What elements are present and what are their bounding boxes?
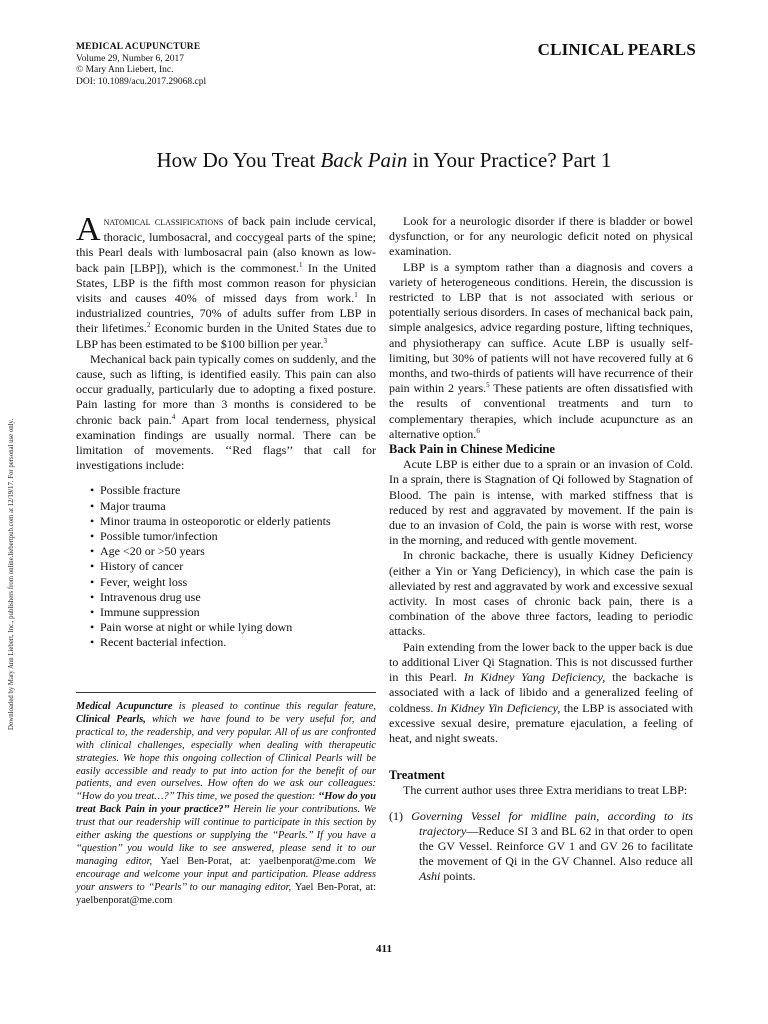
- paragraph: Acute LBP is either due to a sprain or an invasion of Cold. In a sprain, there is Stagnation of Qi followed by Stagnation of Blood. The pain is intense, with marked stiffness that is reduced by rest and aggravated by movement. If the pain is due to an invasion of Cold, the pain is worse with rest, worse in the morning, and reduced with gentle movement.: [389, 457, 693, 548]
- list-item: • History of cancer: [90, 559, 184, 574]
- list-item: • Minor trauma in osteoporotic or elderly patients: [90, 513, 331, 528]
- list-item: • Age <20 or >50 years: [90, 544, 205, 559]
- section-heading: Treatment: [389, 768, 445, 783]
- paragraph: Pain extending from the lower back to the upper back is due to additional Liver Qi Stagnation. This is not discussed further in this Pearl. In Kidney Yang Deficiency, the backache is associated with a lack of libido and a generalized feeling of coldness. In Kidney Yin Deficiency, the LBP is associated with excessive sexual desire, premature ejaculation, a feeling of heat, and night sweats.: [389, 639, 694, 745]
- list-item: • Fever, weight loss: [90, 574, 188, 589]
- bullet-icon: •: [90, 529, 95, 544]
- paragraph: The current author uses three Extra meridians to treat LBP:: [403, 783, 688, 798]
- paragraph: In chronic backache, there is usually Kidney Deficiency (either a Yin or Yang Deficiency), in which case the pain is alleviated by rest and aggravated by work and excessive sexual activity. In most cases of chronic back pain, there is a combination of the above three factors, leading to periodic attacks.: [389, 548, 693, 639]
- bullet-icon: •: [90, 620, 95, 635]
- bullet-icon: •: [90, 483, 95, 498]
- list-item: • Recent bacterial infection.: [90, 635, 227, 650]
- bullet-icon: •: [90, 544, 95, 559]
- editorial-box: Medical Acupuncture is pleased to continue this regular feature, Clinical Pearls, which we have found to be very useful for, and practical to, the readership, and very popular. All of us are confronted with clinical challenges, especially when dealing with therapeutic strategies. We hope this ongoing collection of Clinical Pearls will be easily accessible and ready to put into action for the benefit of our patients, and even ourselves. How often do we ask our colleagues: ‘‘How do you treat…?’’ This time, we posed the question: ‘‘How do you treat Back Pain in your practice?’’ Herein lie your contributions. We trust that our readership will continue to participate in this section by either asking the questions or supplying the ‘‘Pearls.’’ If you have a ‘‘question’’ you would like to see answered, please send it to our managing editor, Yael Ben-Porat, at: yaelbenporat@me.com We encourage and welcome your input and participation. Please address your answers to ‘‘Pearls’’ to our managing editor, Yael Ben-Porat, at: yaelbenporat@me.com: [76, 692, 376, 908]
- title-italic: Back Pain: [320, 148, 408, 172]
- list-item: • Possible fracture: [90, 483, 181, 498]
- doi-line: DOI: 10.1089/acu.2017.29068.cpl: [76, 76, 207, 87]
- copyright-line: © Mary Ann Liebert, Inc.: [76, 65, 174, 76]
- right-column: [389, 214, 693, 885]
- list-item: • Intravenous drug use: [90, 589, 201, 604]
- list-item: • Major trauma: [90, 498, 166, 513]
- journal-name: MEDICAL ACUPUNCTURE: [76, 42, 201, 52]
- ref-marker: 1: [299, 260, 303, 269]
- ref-marker: 2: [146, 321, 151, 330]
- bullet-icon: •: [90, 574, 95, 589]
- list-item: • Pain worse at night or while lying down: [90, 620, 293, 635]
- red-flags-list: [76, 483, 376, 650]
- bullet-icon: •: [90, 605, 95, 620]
- ref-marker: 1: [354, 291, 358, 300]
- drop-cap: A: [76, 211, 101, 248]
- enumerated-item: (1) Governing Vessel for midline pain, according to its trajectory—Reduce SI 3 and BL 62 in that order to open the GV Vessel. Reinforce GV 1 and GV 26 to facilitate the movement of Qi in the GV Channel. Also reduce all Ashi points.: [389, 808, 693, 884]
- list-item: • Immune suppression: [90, 605, 200, 620]
- journal-header: [76, 42, 206, 88]
- bullet-icon: •: [90, 589, 95, 604]
- ref-marker: 5: [486, 381, 490, 390]
- article-title: How Do You Treat Back Pain in Your Practice? Part 1: [156, 148, 612, 172]
- volume-info: Volume 29, Number 6, 2017: [76, 53, 185, 64]
- ref-marker: 4: [171, 412, 176, 421]
- paragraph: Look for a neurologic disorder if there is bladder or bowel dysfunction, or for any neurologic deficit noted on physical examination.: [389, 214, 693, 259]
- ref-marker: 6: [476, 426, 480, 435]
- mechanical-paragraph: Mechanical back pain typically comes on suddenly, and the cause, such as lifting, is identified easily. This pain can also occur gradually, particularly due to adopting a fixed posture. Pain lasting for more than 3 months is considered to be chronic back pain.$^4$ Apart from local tenderness, physical examination findings are usually normal. There can be limitation of movements. ‘‘Red flags’’ that call for investigations include:: [76, 351, 376, 473]
- left-column: [76, 211, 377, 651]
- section-heading: Back Pain in Chinese Medicine: [389, 442, 555, 457]
- bullet-icon: •: [90, 559, 95, 574]
- section-title: CLINICAL PEARLS: [537, 40, 696, 59]
- ref-marker: 3: [323, 336, 327, 345]
- intro-paragraph: Anatomical classifications of back pain include cervical, thoracic, lumbosacral, and coccygeal parts of the spine; this Pearl deals with lumbosacral pain (also known as low-back pain [LBP]), which is the commonest.$^1$ In the United States, LBP is the fifth most common reason for physician visits and causes 40% of missed days from work.$^1$ In industrialized countries, 70% of adults suffer from LBP in their lifetimes.$^2$ Economic burden in the United States due to LBP has been estimated to be $100 billion per year.$^3$: [76, 211, 377, 351]
- download-notice: Downloaded by Mary Ann Liebert, Inc., publishers from online.liebertpub.com at 12/19/17. For personal use only.: [8, 418, 15, 730]
- paragraph: LBP is a symptom rather than a diagnosis and covers a variety of heterogeneous conditions. Herein, the discussion is restricted to LBP that is not associated with serious or potentially serious disorders. In cases of mechanical back pain, simple analgesics, advice regarding posture, lifting techniques, and physiotherapy can suffice. Acute LBP is usually self-limiting, but 30% of patients will not have recovered fully at 6 months, and two-thirds of patients will have recurrence of their pain within 2 years.$^5$ These patients are often dissatisfied with the results of conventional treatments and turn to complementary therapies, which include acupuncture as an alternative option.$^6$: [389, 259, 693, 441]
- bullet-icon: •: [90, 498, 95, 513]
- bullet-icon: •: [90, 513, 95, 528]
- page-number: 411: [376, 943, 392, 955]
- list-item: • Possible tumor/infection: [90, 529, 218, 544]
- bullet-icon: •: [90, 635, 95, 650]
